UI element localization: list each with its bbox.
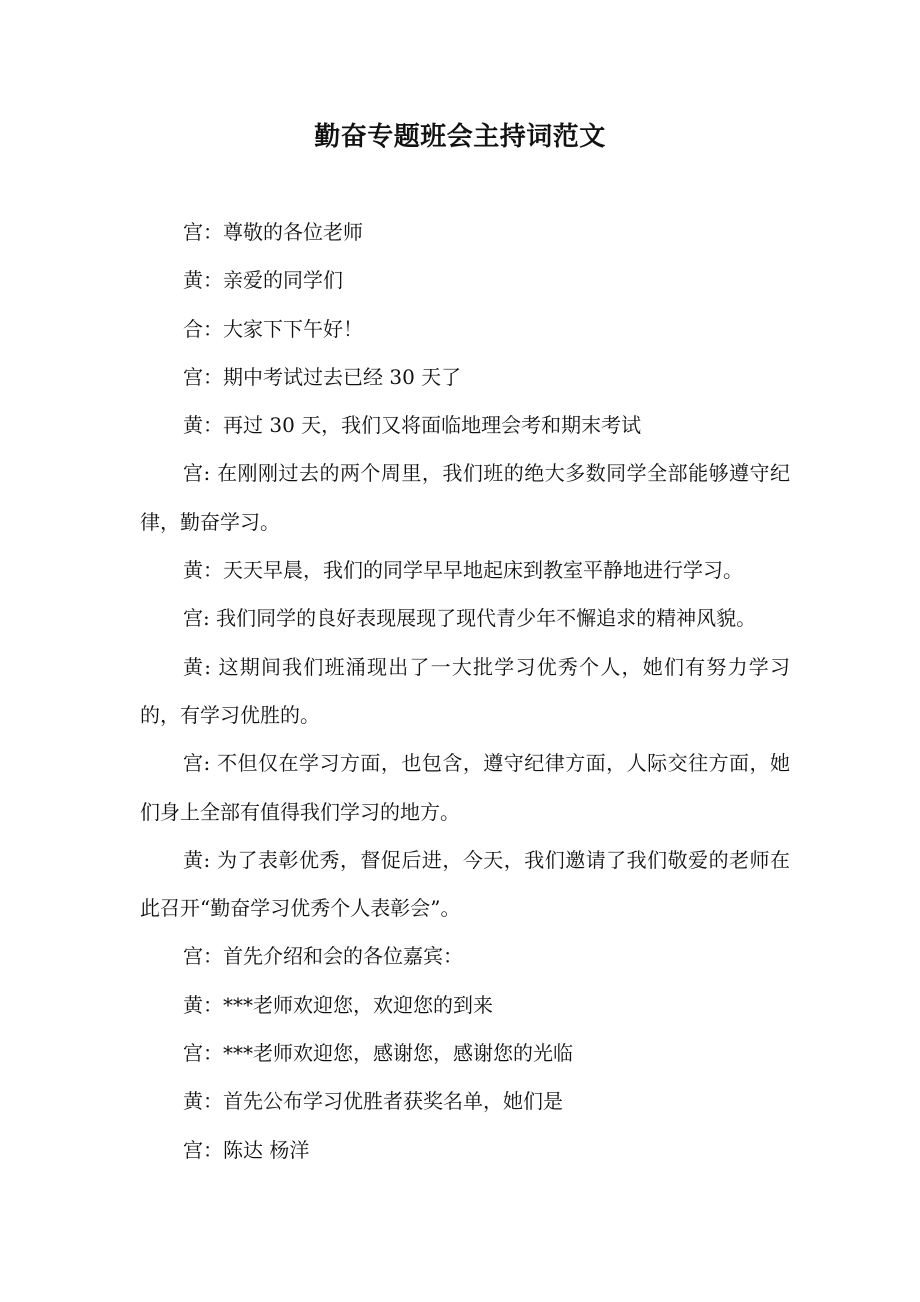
dialogue-paragraph <box>140 305 790 353</box>
speaker-name: 宫 <box>183 606 203 631</box>
dialogue-text: 这期间我们班涌现出了一大批学习优秀个人，她们有努力学习的，有学习优胜的。 <box>140 654 791 727</box>
speaker-name: 宫 <box>183 364 203 389</box>
dialogue-paragraph <box>140 836 790 933</box>
speaker-separator: : <box>203 751 211 776</box>
speaker-name: 宫 <box>183 751 204 776</box>
dialogue-paragraph <box>140 353 790 401</box>
dialogue-text: 为了表彰优秀，督促后进，今天，我们邀请了我们敬爱的老师在此召开“勤奋学习优秀个人表彰会”。 <box>140 847 791 921</box>
speaker-separator: ： <box>203 944 223 969</box>
dialogue-text: 首先介绍和会的各位嘉宾： <box>223 944 463 969</box>
speaker-separator: : <box>203 461 211 486</box>
dialogue-paragraph <box>140 546 790 594</box>
speaker-name: 宫 <box>183 1041 203 1066</box>
speaker-separator: ： <box>203 1137 223 1162</box>
dialogue-paragraph <box>140 643 790 740</box>
speaker-separator: : <box>203 606 210 631</box>
speaker-separator: ： <box>203 558 223 583</box>
speaker-name: 黄 <box>183 268 203 293</box>
speaker-name: 黄 <box>183 413 203 438</box>
speaker-separator: : <box>203 847 211 872</box>
dialogue-paragraph <box>140 981 790 1029</box>
dialogue-paragraph <box>140 1029 790 1077</box>
dialogue-text: 陈达 杨洋 <box>223 1137 310 1162</box>
dialogue-paragraph <box>140 594 790 642</box>
dialogue-paragraph <box>140 932 790 980</box>
speaker-name: 黄 <box>183 558 203 583</box>
speaker-separator: ： <box>203 413 223 438</box>
dialogue-paragraph <box>140 1077 790 1125</box>
dialogue-text: 再过 30 天，我们又将面临地理会考和期末考试 <box>223 413 642 438</box>
dialogue-text: 不但仅在学习方面，也包含，遵守纪律方面，人际交往方面，她们身上全部有值得我们学习的地方。 <box>140 751 791 824</box>
speaker-name: 宫 <box>183 461 204 486</box>
dialogue-text: 首先公布学习优胜者获奖名单，她们是 <box>223 1089 563 1114</box>
speaker-name: 宫 <box>183 944 203 969</box>
speaker-name: 黄 <box>183 847 204 872</box>
dialogue-text: 尊敬的各位老师 <box>223 220 363 244</box>
speaker-name: 合 <box>183 316 203 341</box>
speaker-separator: ： <box>203 992 223 1017</box>
document-body <box>140 208 790 1174</box>
speaker-separator: ： <box>203 316 223 341</box>
dialogue-paragraph <box>140 256 790 304</box>
dialogue-text: 大家下下午好！ <box>223 316 363 341</box>
speaker-name: 宫 <box>183 220 203 244</box>
speaker-separator: ： <box>203 1089 223 1114</box>
dialogue-paragraph <box>140 208 790 256</box>
dialogue-text: 天天早晨，我们的同学早早地起床到教室平静地进行学习。 <box>223 558 743 583</box>
speaker-name: 黄 <box>183 1089 203 1114</box>
speaker-separator: ： <box>203 1041 223 1066</box>
dialogue-paragraph <box>140 1126 790 1174</box>
speaker-separator: : <box>204 654 211 679</box>
dialogue-paragraph <box>140 739 790 836</box>
dialogue-paragraph <box>140 449 790 546</box>
speaker-separator: ： <box>203 220 223 244</box>
dialogue-text: 我们同学的良好表现展现了现代青少年不懈追求的精神风貌。 <box>209 606 757 631</box>
speaker-name: 黄 <box>183 992 203 1017</box>
dialogue-text: 期中考试过去已经 30 天了 <box>223 364 462 389</box>
dialogue-text: 在刚刚过去的两个周里，我们班的绝大多数同学全部能够遵守纪律，勤奋学习。 <box>140 461 791 534</box>
dialogue-text: 亲爱的同学们 <box>223 268 343 293</box>
dialogue-text: ***老师欢迎您，感谢您，感谢您的光临 <box>223 1041 573 1066</box>
speaker-name: 宫 <box>183 1137 203 1162</box>
speaker-name: 黄 <box>183 654 205 679</box>
document-title: 勤奋专题班会主持词范文 <box>314 122 606 152</box>
speaker-separator: ： <box>203 364 223 389</box>
dialogue-text: ***老师欢迎您，欢迎您的到来 <box>223 992 493 1017</box>
speaker-separator: ： <box>203 268 223 293</box>
dialogue-paragraph <box>140 401 790 449</box>
